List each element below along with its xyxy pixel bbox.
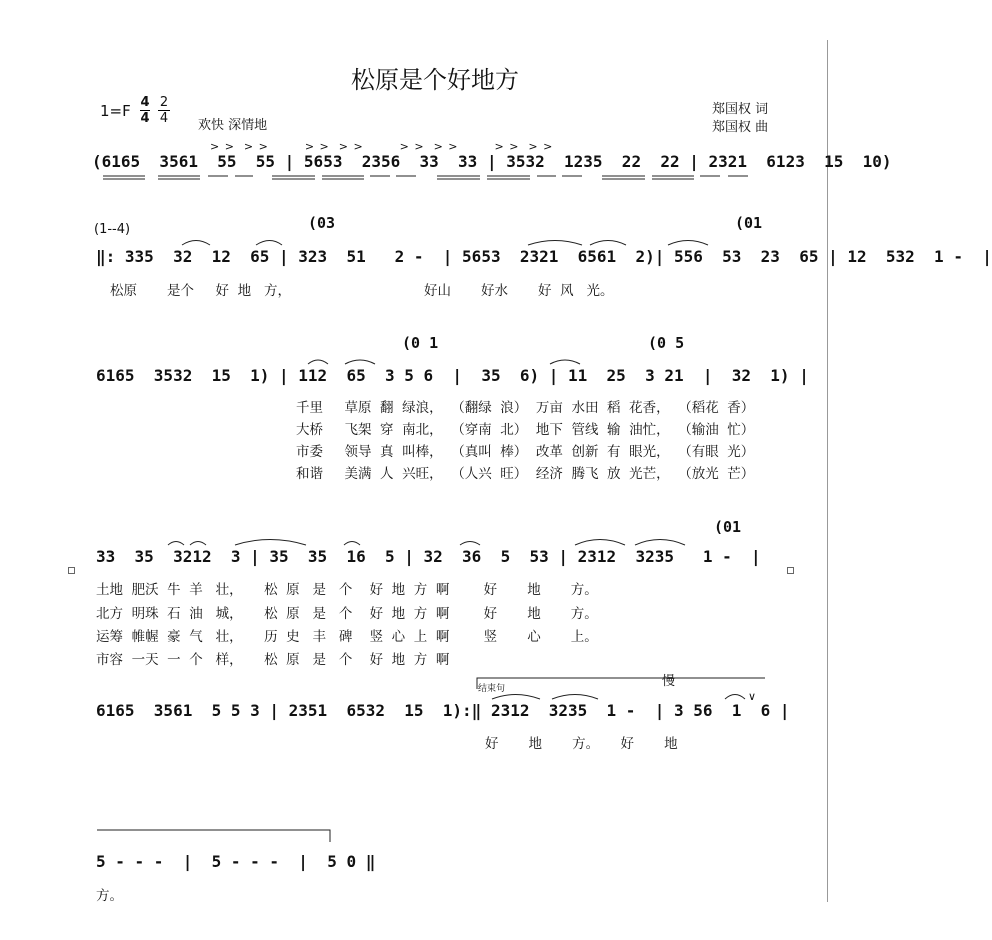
pickup-05: (0 5: [648, 334, 685, 352]
verse-lyrics-1: 松原 是个 好 地 方， 好山 好水 好 风 光。: [110, 283, 614, 299]
verse-notation-1: ‖: 335 32 12 65 | 323 51 2 - | 5653 2321 6561 2)| 556 53 23 65 | 12 532 1 - |: [96, 247, 992, 266]
chorus-lyrics-1: 土地 肥沃 牛 羊 壮， 松 原 是 个 好 地 方 啊 好 地 方。: [96, 582, 598, 598]
verse-lyrics-2d: 和谐 美满 人 兴旺， （人兴 旺） 经济 腾飞 放 光芒， （放光 芒）: [296, 466, 755, 482]
chorus-lyrics-4: 市容 一天 一 个 样， 松 原 是 个 好 地 方 啊: [96, 652, 450, 668]
tempo-marking: 欢快 深情地: [198, 118, 268, 133]
chorus-lyrics-3: 运筹 帷幄 豪 气 壮， 历 史 丰 碑 竖 心 上 啊 竖 心 上。: [96, 629, 598, 645]
final-lyrics: 方。: [96, 888, 123, 904]
slow-marking: 慢: [662, 674, 676, 689]
verse-lyrics-2b: 大桥 飞架 穿 南北， （穿南 北） 地下 管线 输 油忙， （输油 忙）: [296, 422, 755, 438]
ending-lyrics: 好 地 方。 好 地: [485, 736, 678, 752]
pickup-03: (03: [308, 214, 336, 232]
intro-notation: (6165 3561 55 55 | 5653 2356 33 33 | 3532 1235 22 22 | 2321 6123 15 10): [92, 152, 892, 171]
pickup-01-b: (0 1: [402, 334, 439, 352]
verse-lyrics-2c: 市委 领导 真 叫棒， （真叫 棒） 改革 创新 有 眼光， （有眼 光）: [296, 444, 755, 460]
lyricist-credit: 郑国权 词: [712, 102, 769, 117]
ending-label: 结束句: [478, 684, 506, 694]
ending-notation: 6165 3561 5 5 3 | 2351 6532 15 1):‖ 2312 3235 1 - | 3 56 1 6 |: [96, 701, 790, 720]
verse-lyrics-2a: 千里 草原 翻 绿浪， （翻绿 浪） 万亩 水田 稻 花香， （稻花 香）: [296, 400, 755, 416]
pickup-01-a: (01: [735, 214, 763, 232]
final-notation: 5 - - - | 5 - - - | 5 0 ‖: [96, 852, 376, 871]
final-bracket: [97, 830, 330, 842]
time-signature-b: 2 4: [159, 95, 169, 126]
time-signature-a: 4 4: [140, 95, 150, 126]
key-signature: 1=F: [100, 102, 131, 120]
repeat-label: (1--4): [94, 222, 131, 237]
accent-marks: > > > > > > > > > > > > > > > >: [210, 140, 554, 153]
ending-bracket: [477, 678, 765, 689]
song-title: 松原是个好地方: [351, 66, 519, 94]
chorus-lyrics-2: 北方 明珠 石 油 城， 松 原 是 个 好 地 方 啊 好 地 方。: [96, 606, 598, 622]
breath-mark: ∨: [748, 690, 757, 703]
verse-notation-2: 6165 3532 15 1) | 112 65 3 5 6 | 35 6) | 11 25 3 21 | 32 1) |: [96, 366, 809, 385]
pickup-01-c: (01: [714, 518, 742, 536]
chorus-notation: 33 35 3212 3 | 35 35 16 5 | 32 36 5 53 | 2312 3235 1 - |: [96, 547, 761, 566]
composer-credit: 郑国权 曲: [712, 120, 769, 135]
